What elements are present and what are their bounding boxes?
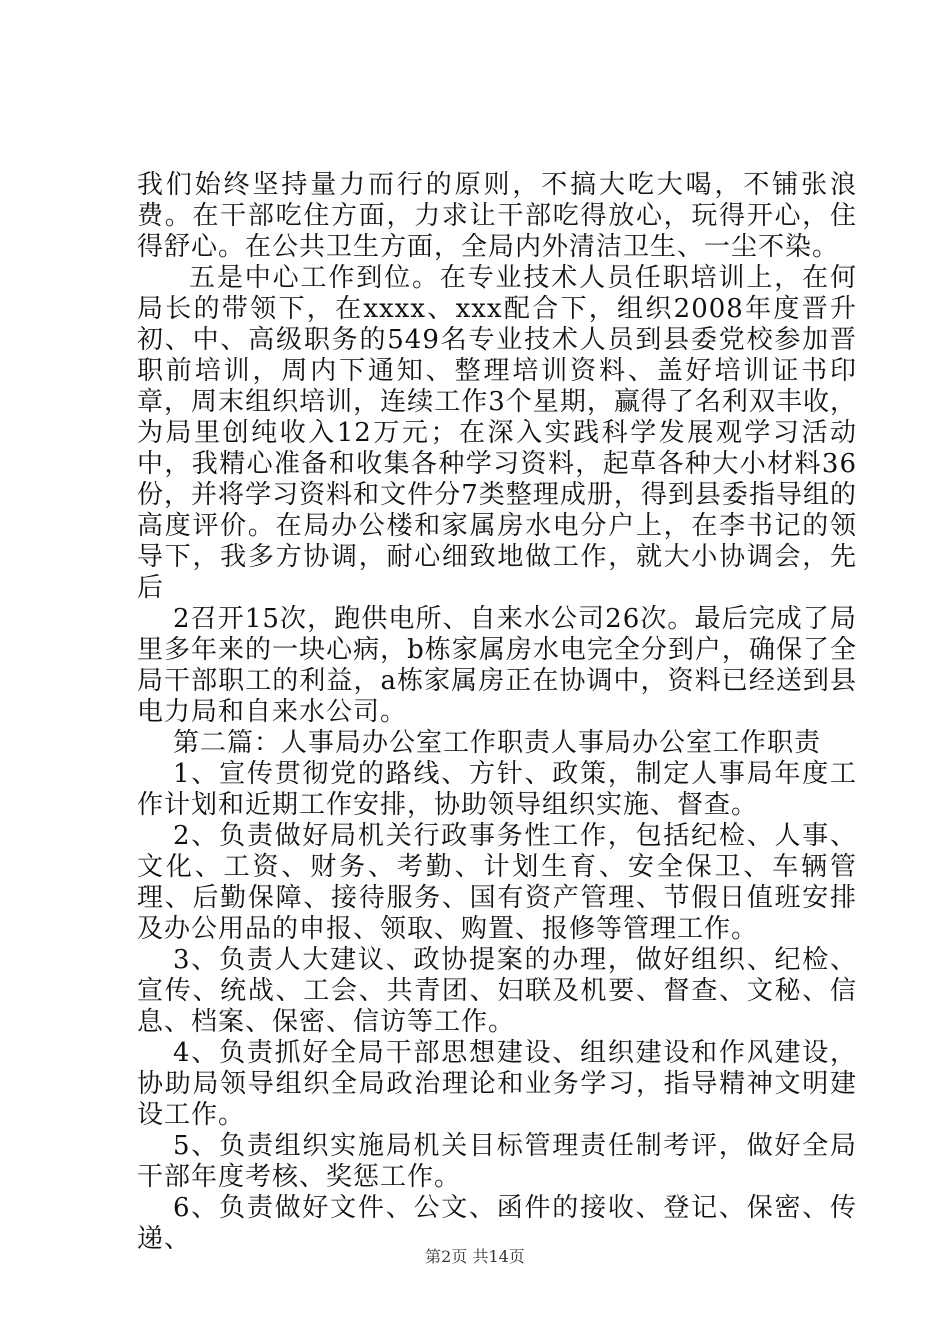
duty-item-1: 1、宣传贯彻党的路线、方针、政策，制定人事局年度工作计划和近期工作安排，协助领导组织实施、督查。	[137, 759, 857, 820]
paragraph-1: 我们始终坚持量力而行的原则，不搞大吃大喝，不铺张浪费。在干部吃住方面，力求让干部吃得放心，玩得开心，住得舒心。在公共卫生方面，全局内外清洁卫生、一尘不染。	[137, 170, 857, 262]
paragraph-2: 五是中心工作到位。在专业技术人员任职培训上，在何局长的带领下，在xxxx、xxx配合下，组织2008年度晋升初、中、高级职务的549名专业技术人员到县委党校参加晋职前培训，周内下通知、整理培训资料、盖好培训证书印章，周末组织培训，连续工作3个星期，赢得了名利双丰收，为局里创纯收入12万元；在深入实践科学发展观学习活动中，我精心准备和收集各种学习资料，起草各种大小材料36份，并将学习资料和文件分7类整理成册，得到县委指导组的高度评价。在局办公楼和家属房水电分户上，在李书记的领导下，我多方协调，耐心细致地做工作，就大小协调会，先后	[137, 263, 857, 603]
page-number-label: 第2页 共14页	[425, 1247, 525, 1266]
duty-item-5: 5、负责组织实施局机关目标管理责任制考评，做好全局干部年度考核、奖惩工作。	[137, 1131, 857, 1192]
duty-item-3: 3、负责人大建议、政协提案的办理，做好组织、纪检、宣传、统战、工会、共青团、妇联及机要、督查、文秘、信息、档案、保密、信访等工作。	[137, 945, 857, 1037]
duty-item-2: 2、负责做好局机关行政事务性工作，包括纪检、人事、文化、工资、财务、考勤、计划生育、安全保卫、车辆管理、后勤保障、接待服务、国有资产管理、节假日值班安排及办公用品的申报、领取、购置、报修等管理工作。	[137, 821, 857, 944]
page-footer	[0, 1244, 950, 1267]
duty-item-6: 6、负责做好文件、公文、函件的接收、登记、保密、传递、	[137, 1193, 857, 1254]
document-body	[137, 170, 857, 1255]
section-heading: 第二篇：人事局办公室工作职责人事局办公室工作职责	[173, 728, 822, 758]
duty-item-4: 4、负责抓好全局干部思想建设、组织建设和作风建设，协助局领导组织全局政治理论和业务学习，指导精神文明建设工作。	[137, 1038, 857, 1130]
paragraph-3: 2召开15次，跑供电所、自来水公司26次。最后完成了局里多年来的一块心病，b栋家属房水电完全分到户，确保了全局干部职工的利益，a栋家属房正在协调中，资料已经送到县电力局和自来水公司。	[137, 604, 857, 727]
